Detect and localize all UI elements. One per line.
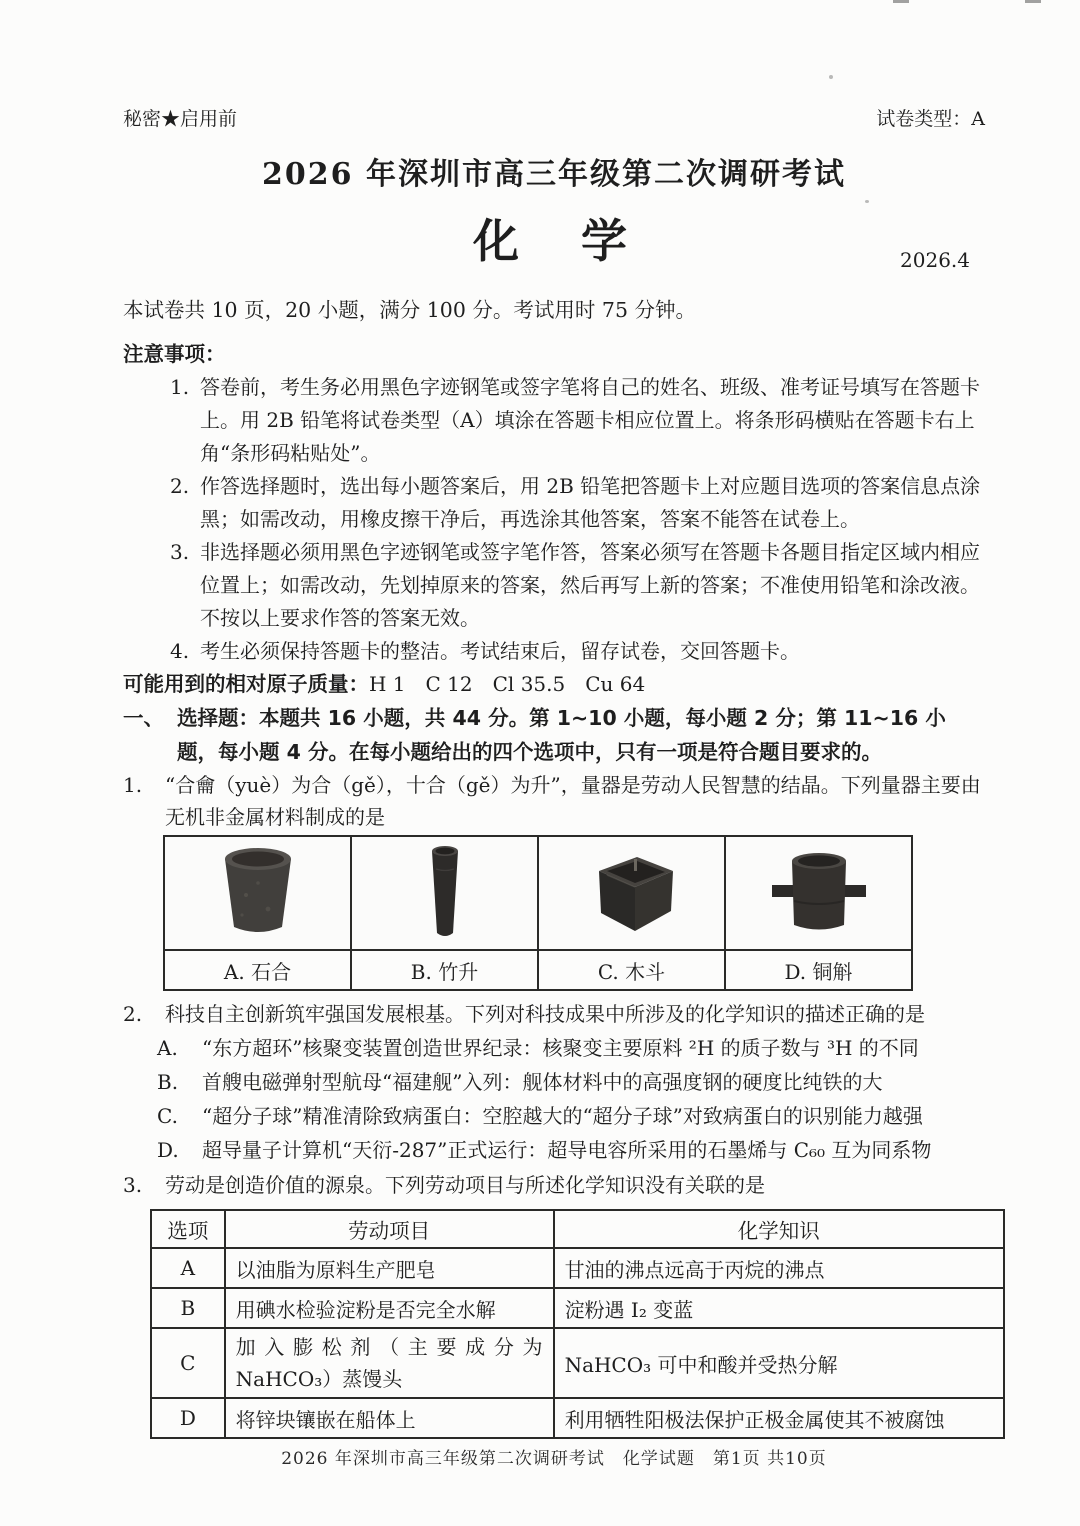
option-c [157, 1099, 985, 1133]
note-number: 3. [170, 540, 190, 564]
table-cell-project: 加入膨松剂（主要成分为 NaHCO₃）蒸馒头 [225, 1328, 554, 1398]
table-row [151, 1328, 1004, 1398]
q1-option-image-table [163, 835, 913, 991]
q2-options [157, 1031, 985, 1167]
stone-he-photo [164, 836, 351, 950]
note-item-4 [123, 635, 985, 668]
section-number: 一、 [123, 706, 164, 730]
note-number: 1. [170, 375, 190, 399]
option-label: A. [157, 1036, 178, 1060]
subject-row [123, 210, 985, 274]
note-text: 非选择题必须用黑色字迹钢笔或签字笔作答，答案必须写在答题卡各题目指定区域内相应位置上；如需改动，先划掉原来的答案，然后再写上新的答案；不准使用铅笔和涂改液。不按以上要求作答的答案无效。 [200, 540, 980, 630]
question-number: 3. [123, 1173, 143, 1197]
page-footer: 2026 年深圳市高三年级第二次调研考试 化学试题 第1页 共10页 [281, 1449, 827, 1469]
table-header-cell: 劳动项目 [225, 1210, 554, 1248]
vessel-caption: D. 铜斛 [725, 950, 912, 990]
vessel-caption-row [164, 950, 912, 990]
question-2 [123, 998, 985, 1030]
question-stem: “合龠（yuè）为合（gě），十合（gě）为升”，量器是劳动人民智慧的结晶。下列量器主要由无机非金属材料制成的是 [165, 773, 981, 829]
table-cell-project: 用碘水检验淀粉是否完全水解 [225, 1288, 554, 1328]
security-label: 秘密★启用前 [123, 108, 238, 130]
table-row [151, 1248, 1004, 1288]
option-label: C. [157, 1104, 178, 1128]
table-row [151, 1288, 1004, 1328]
atomic-mass-line [123, 668, 985, 701]
option-text: 首艘电磁弹射型航母“福建舰”入列：舰体材料中的高强度钢的硬度比纯铁的大 [202, 1070, 883, 1094]
option-b [157, 1065, 985, 1099]
table-cell-option: A [151, 1248, 225, 1288]
table-header-cell: 化学知识 [554, 1210, 1004, 1248]
vessel-caption: C. 木斗 [538, 950, 725, 990]
table-cell-option: B [151, 1288, 225, 1328]
note-text: 考生必须保持答题卡的整洁。考试结束后，留存试卷，交回答题卡。 [200, 639, 800, 663]
table-header-cell: 选项 [151, 1210, 225, 1248]
q3-knowledge-table [150, 1209, 1005, 1439]
table-cell-knowledge: 利用牺牲阳极法保护正极金属使其不被腐蚀 [554, 1398, 1004, 1438]
vessel-caption: B. 竹升 [351, 950, 538, 990]
question-stem: 劳动是创造价值的源泉。下列劳动项目与所述化学知识没有关联的是 [165, 1173, 765, 1197]
section-text: 选择题：本题共 16 小题，共 44 分。第 1~10 小题，每小题 2 分；第 11~16 小题，每小题 4 分。在每小题给出的四个选项中，只有一项是符合题目要求的。 [177, 706, 946, 764]
subject-title: 化 学 [473, 214, 635, 268]
question-number: 1. [123, 773, 143, 797]
scan-artifact [893, 0, 909, 3]
bamboo-sheng-photo [351, 836, 538, 950]
table-cell-knowledge: 甘油的沸点远高于丙烷的沸点 [554, 1248, 1004, 1288]
vessel-image-row [164, 836, 912, 950]
stone-he-image [208, 839, 308, 943]
bamboo-sheng-image [395, 839, 495, 943]
table-cell-project: 以油脂为原料生产肥皂 [225, 1248, 554, 1288]
option-text: “东方超环”核聚变装置创造世界纪录：核聚变主要原料 ²H 的质子数与 ³H 的不同 [202, 1036, 919, 1060]
vessel-caption: A. 石合 [164, 950, 351, 990]
section-1-heading [123, 701, 985, 769]
note-item-1 [123, 371, 985, 470]
option-label: D. [157, 1138, 179, 1162]
exam-title: 2026 年深圳市高三年级第二次调研考试 [262, 157, 846, 192]
scan-artifact [829, 75, 833, 79]
exam-info-line: 本试卷共 10 页，20 小题，满分 100 分。考试用时 75 分钟。 [123, 298, 696, 322]
table-cell-option: D [151, 1398, 225, 1438]
note-item-2 [123, 470, 985, 536]
note-number: 4. [170, 639, 190, 663]
exam-date: 2026.4 [900, 248, 970, 272]
table-cell-knowledge: 淀粉遇 I₂ 变蓝 [554, 1288, 1004, 1328]
atomic-mass-label: 可能用到的相对原子质量： [123, 672, 369, 696]
wooden-dou-image [577, 839, 687, 943]
option-label: B. [157, 1070, 179, 1094]
table-header-row [151, 1210, 1004, 1248]
note-text: 答卷前，考生务必用黑色字迹钢笔或签字笔将自己的姓名、班级、准考证号填写在答题卡上。用 2B 铅笔将试卷类型（A）填涂在答题卡相应位置上。将条形码横贴在答题卡右上角“条形码粘贴处”。 [200, 375, 980, 465]
wooden-dou-photo [538, 836, 725, 950]
question-stem: 科技自主创新筑牢强国发展根基。下列对科技成果中所涉及的化学知识的描述正确的是 [165, 1002, 925, 1026]
paper-type-label: 试卷类型：A [876, 108, 985, 130]
note-number: 2. [170, 474, 190, 498]
page-top-bar [123, 106, 985, 132]
note-item-3 [123, 536, 985, 635]
note-text: 作答选择题时，选出每小题答案后，用 2B 铅笔把答题卡上对应题目选项的答案信息点涂黑；如需改动，用橡皮擦干净后，再选涂其他答案，答案不能答在试卷上。 [200, 474, 981, 531]
bronze-hu-image [754, 839, 884, 943]
atomic-mass-values: H 1 C 12 Cl 35.5 Cu 64 [369, 672, 646, 696]
table-cell-project: 将锌块镶嵌在船体上 [225, 1398, 554, 1438]
option-d [157, 1133, 985, 1167]
option-text: 超导量子计算机“天衍-287”正式运行：超导电容所采用的石墨烯与 C₆₀ 互为同系物 [202, 1138, 932, 1162]
option-text: “超分子球”精准清除致病蛋白：空腔越大的“超分子球”对致病蛋白的识别能力越强 [202, 1104, 923, 1128]
notes-heading: 注意事项： [123, 342, 226, 366]
question-1 [123, 769, 985, 833]
question-3 [123, 1169, 985, 1201]
option-a [157, 1031, 985, 1065]
question-number: 2. [123, 1002, 143, 1026]
table-cell-option: C [151, 1328, 225, 1398]
scan-artifact [865, 200, 869, 203]
bronze-hu-photo [725, 836, 912, 950]
scan-artifact [1025, 0, 1041, 3]
table-row [151, 1398, 1004, 1438]
table-cell-knowledge: NaHCO₃ 可中和酸并受热分解 [554, 1328, 1004, 1398]
